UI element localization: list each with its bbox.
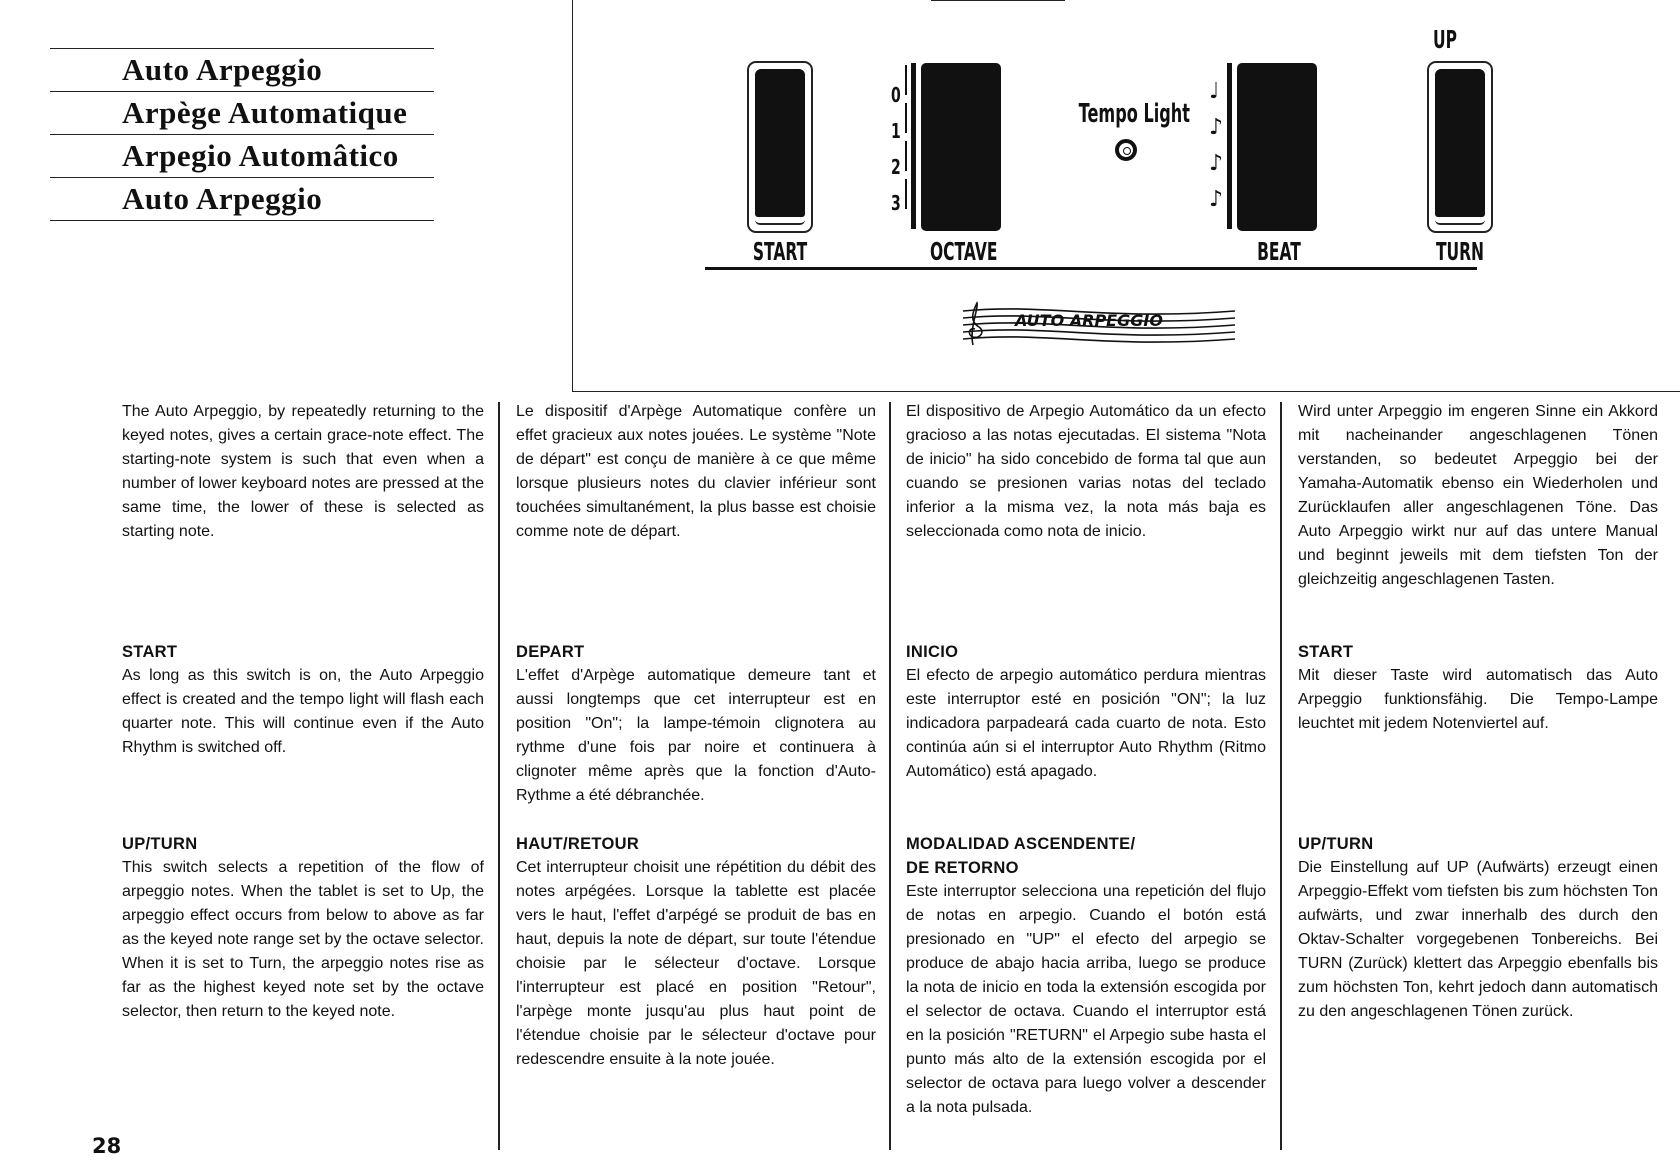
panel-top-tick (931, 0, 1065, 1)
column-divider (1280, 402, 1282, 1150)
eighth-note-icon: ♪ (1209, 115, 1224, 140)
french-intro: Le dispositif d'Arpège Automatique confère un effet gracieux aux notes jouées. Le système "Note de départ" est conçu de manière à ce que même lorsque plusieurs notes du clavier inférieur sont touchées simultanément, la plus basse est choisie comme note de départ. (516, 403, 876, 540)
start-switch[interactable] (747, 61, 813, 233)
title-row-german (50, 177, 434, 221)
up-turn-switch[interactable] (1427, 61, 1493, 233)
spanish-upturn-text: Este interruptor selecciona una repetición del flujo de notas en arpegio. Cuando el botón está presionado en "UP" el efecto del arpegio se produce de abajo hacia arriba, luego se produce la nota de inicio en toda la extensión escogida por el selector de octava. Cuando el interruptor está en la posición "RETURN" el Arpegio sube hasta el punto más alto de la extensión escogida por el selector de octava para luego volver a descender a la nota pulsada. (906, 883, 1266, 1116)
thirtysecond-note-icon: ♪ (1209, 187, 1224, 212)
french-upturn-text: Cet interrupteur choisit une répétition du débit des notes arpégées. Lorsque la tablette est placée vers le haut, l'effet d'arpégé se produit de bas en haut, depuis la note de départ, sur toute l'étendue choisie par le sélecteur d'octave. Lorsque l'interrupteur est placé en position "Retour", l'arpège monte jusqu'au plus haut point de l'étendue choisie par le sélecteur d'octave pour redescendre ensuite à la note jouée. (516, 859, 876, 1068)
up-label: UP (1433, 25, 1457, 54)
title-french: Arpège Automatique (122, 95, 408, 130)
spanish-start-heading: INICIO (906, 643, 959, 661)
octave-selector[interactable] (921, 63, 1001, 231)
english-upturn-heading: UP/TURN (122, 835, 198, 853)
french-start-text: L'effet d'Arpège automatique demeure tant et aussi longtemps que cet interrupteur est en position "On"; la lampe-témoin clignotera au rythme d'une fois par noire et continuera à clignoter même après que la fonction d'Auto-Rythme a été débranchée. (516, 667, 876, 804)
spanish-upturn-heading-2: DE RETORNO (906, 859, 1019, 877)
title-spanish: Arpegio Automâtico (122, 138, 399, 173)
tempo-light-label: Tempo Light (1078, 99, 1190, 129)
octave-tick (905, 179, 907, 209)
octave-number-1: 1 (891, 119, 901, 143)
column-divider (889, 402, 891, 1150)
title-row-english (50, 48, 434, 91)
auto-arpeggio-logo (955, 299, 1245, 351)
start-label: START (752, 237, 808, 266)
spanish-upturn-heading-1: MODALIDAD ASCENDENTE/ (906, 835, 1136, 853)
french-start-heading: DEPART (516, 643, 585, 661)
spanish-start-text: El efecto de arpegio automático perdura mientras este interruptor esté en posición "ON"; la luz indicadora parpadeará cada cuarto de nota. Esto continúa aún si el interruptor Auto Rhythm (Ritmo Automático) está apagado. (906, 667, 1266, 780)
octave-tick (905, 103, 907, 133)
german-intro: Wird unter Arpeggio im engeren Sinne ein Akkord mit nacheinander angeschlagenen Tönen verstanden, so bedeutet Arpeggio bei der Yamaha-Automatik ebenso ein Wiederholen und Zurücklaufen aller angeschlagenen Töne. Das Auto Arpeggio wirkt nur auf das untere Manual und beginnt jeweils mit dem tiefsten Ton der gleichzeitig angeschlagenen Tasten. (1298, 403, 1658, 588)
octave-number-2: 2 (891, 155, 901, 179)
sixteenth-note-icon: ♪ (1209, 151, 1224, 176)
title-row-spanish (50, 134, 434, 177)
octave-number-0: 0 (891, 83, 901, 107)
title-german: Auto Arpeggio (122, 181, 323, 216)
german-upturn-text: Die Einstellung auf UP (Aufwärts) erzeugt einen Arpeggio-Effekt vom tiefsten bis zum höchsten Ton aufwärts, und zwar innerhalb des durch den Oktav-Schalter vorgegebenen Tonbereichs. Bei TURN (Zurück) klettert das Arpeggio ebenfalls bis zum höchsten Ton, kehrt jedoch dann automatisch zu den angeschlagenen Tönen zurück. (1298, 859, 1658, 1020)
octave-tick (905, 65, 907, 95)
title-block (50, 48, 434, 221)
octave-track (911, 63, 916, 229)
german-start-heading: START (1298, 643, 1354, 661)
octave-label: OCTAVE (930, 237, 998, 266)
tempo-lamp-icon (1115, 139, 1137, 161)
english-intro: The Auto Arpeggio, by repeatedly returning to the keyed notes, gives a certain grace-note effect. The starting-note system is such that even when a number of lower keyboard notes are pressed at the same time, the lower of these is selected as starting note. (122, 403, 484, 540)
english-start-heading: START (122, 643, 178, 661)
french-upturn-heading: HAUT/RETOUR (516, 835, 640, 853)
german-upturn-heading: UP/TURN (1298, 835, 1374, 853)
english-start-text: As long as this switch is on, the Auto Arpeggio effect is created and the tempo light will flash each quarter note. This will continue even if the Auto Rhythm is switched off. (122, 667, 484, 756)
spanish-intro: El dispositivo de Arpegio Automático da un efecto gracioso a las notas ejecutadas. El sistema "Nota de inicio" ha sido concebido de forma tal que aun cuando se presionen varias notas del teclado inferior a la misma vez, la nota más baja es seleccionada como nota de inicio. (906, 403, 1266, 540)
octave-tick (905, 141, 907, 171)
panel-baseline (705, 267, 1477, 270)
quarter-note-icon: ♩ (1209, 79, 1220, 104)
control-panel-diagram (572, 0, 1680, 392)
title-english: Auto Arpeggio (122, 52, 323, 87)
english-upturn-text: This switch selects a repetition of the flow of arpeggio notes. When the tablet is set to Up, the arpeggio effect occurs from below to above as far as the keyed note range set by the octave selector. When it is set to Turn, the arpeggio notes rise as far as the highest keyed note set by the octave selector, then return to the keyed note. (122, 859, 484, 1020)
column-divider (498, 402, 500, 1150)
turn-label: TURN (1435, 237, 1485, 266)
page-number: 28 (92, 1134, 122, 1158)
beat-selector[interactable] (1237, 63, 1317, 231)
beat-label: BEAT (1257, 237, 1301, 266)
german-start-text: Mit dieser Taste wird automatisch das Auto Arpeggio funktionsfähig. Die Tempo-Lampe leuchtet mit jedem Notenviertel auf. (1298, 667, 1658, 732)
beat-track (1227, 63, 1232, 229)
logo-text: AUTO ARPEGGIO (1015, 311, 1163, 330)
octave-number-3: 3 (891, 191, 901, 215)
title-row-french (50, 91, 434, 134)
